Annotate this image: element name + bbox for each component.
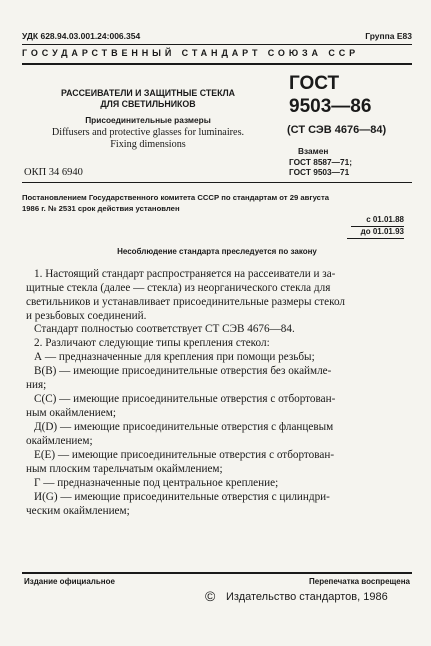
valid-to: до 01.01.93 [360,227,404,236]
title-en-line1: Diffusers and protective glasses for luminaires. [51,127,245,138]
decree-line1: Постановлением Государственного комитета СССР по стандартам от 29 августа [22,193,329,202]
title-ru-subtitle: Присоединительные размеры [85,115,211,125]
p1-line1: 1. Настоящий стандарт распространяется на рассеиватели и за- [34,268,336,280]
type-b-line2: ния; [26,379,47,391]
type-e-line1: Е(E) — имеющие присоединительные отверстия с отбортован- [34,449,335,461]
title-en-line2: Fixing dimensions [110,139,186,150]
p3-types-intro: 2. Различают следующие типы крепления стекол: [34,337,270,349]
law-warning: Несоблюдение стандарта преследуется по закону [117,247,317,256]
replaces-label: Взамен [298,146,329,156]
udk-code: УДК 628.94.03.001.24:006.354 [22,31,141,41]
top-rule [22,44,412,45]
gost-label: ГОСТ [289,73,340,94]
type-d-line2: окаймлением; [26,435,93,447]
group-code: Группа Е83 [365,31,412,41]
type-c-line2: ным окаймлением; [26,407,116,419]
title-ru-line2: ДЛЯ СВЕТИЛЬНИКОВ [100,99,196,109]
type-e-line2: ным плоским тарельчатым окаймлением; [26,463,223,475]
valid-from: с 01.01.88 [366,215,404,224]
p1-line2: щитные стекла (далее — стекла) из неорганического стекла для [26,282,331,294]
replaces-gost-2: ГОСТ 9503—71 [289,167,350,177]
title-ru-line1: РАССЕИВАТЕЛИ И ЗАЩИТНЫЕ СТЕКЛА [61,88,235,98]
p1-line4: и резьбовых соединений. [26,310,147,322]
type-i-line1: И(G) — имеющие присоединительные отверстия с цилиндри- [34,491,330,503]
type-c-line1: С(C) — имеющие присоединительные отверстия с отбортован- [34,393,336,405]
valid-to-underline [347,238,404,239]
copyright-sign: © [205,588,216,604]
official-edition: Издание официальное [24,577,115,586]
banner-rule [22,63,412,65]
replaces-gost-1: ГОСТ 8587—71; [289,157,352,167]
footer-rule [22,572,412,574]
decree-line2: 1986 г. № 2531 срок действия установлен [22,204,180,213]
cmea-standard: (СТ СЭВ 4676—84) [287,124,387,136]
type-a: А — предназначенные для крепления при помощи резьбы; [34,351,315,363]
publisher: Издательство стандартов, 1986 [226,591,388,603]
type-i-line2: ческим окаймлением; [26,505,130,517]
p1-line3: светильников и устанавливает присоединительные размеры стекол [26,296,345,308]
type-g: Г — предназначенные под центральное крепление; [34,477,279,489]
gost-number: 9503—86 [289,96,372,117]
state-standard-banner: ГОСУДАРСТВЕННЫЙ СТАНДАРТ СОЮЗА ССР [22,48,360,58]
type-d-line1: Д(D) — имеющие присоединительные отверстия с фланцевым [34,421,334,433]
p2-conformity: Стандарт полностью соответствует СТ СЭВ 4676—84. [34,323,295,335]
okp-code: ОКП 34 6940 [24,167,83,178]
type-b-line1: В(B) — имеющие присоединительные отверстия без окаймле- [34,365,332,377]
title-bottom-rule [22,182,412,183]
reprint-forbidden: Перепечатка воспрещена [309,577,410,586]
